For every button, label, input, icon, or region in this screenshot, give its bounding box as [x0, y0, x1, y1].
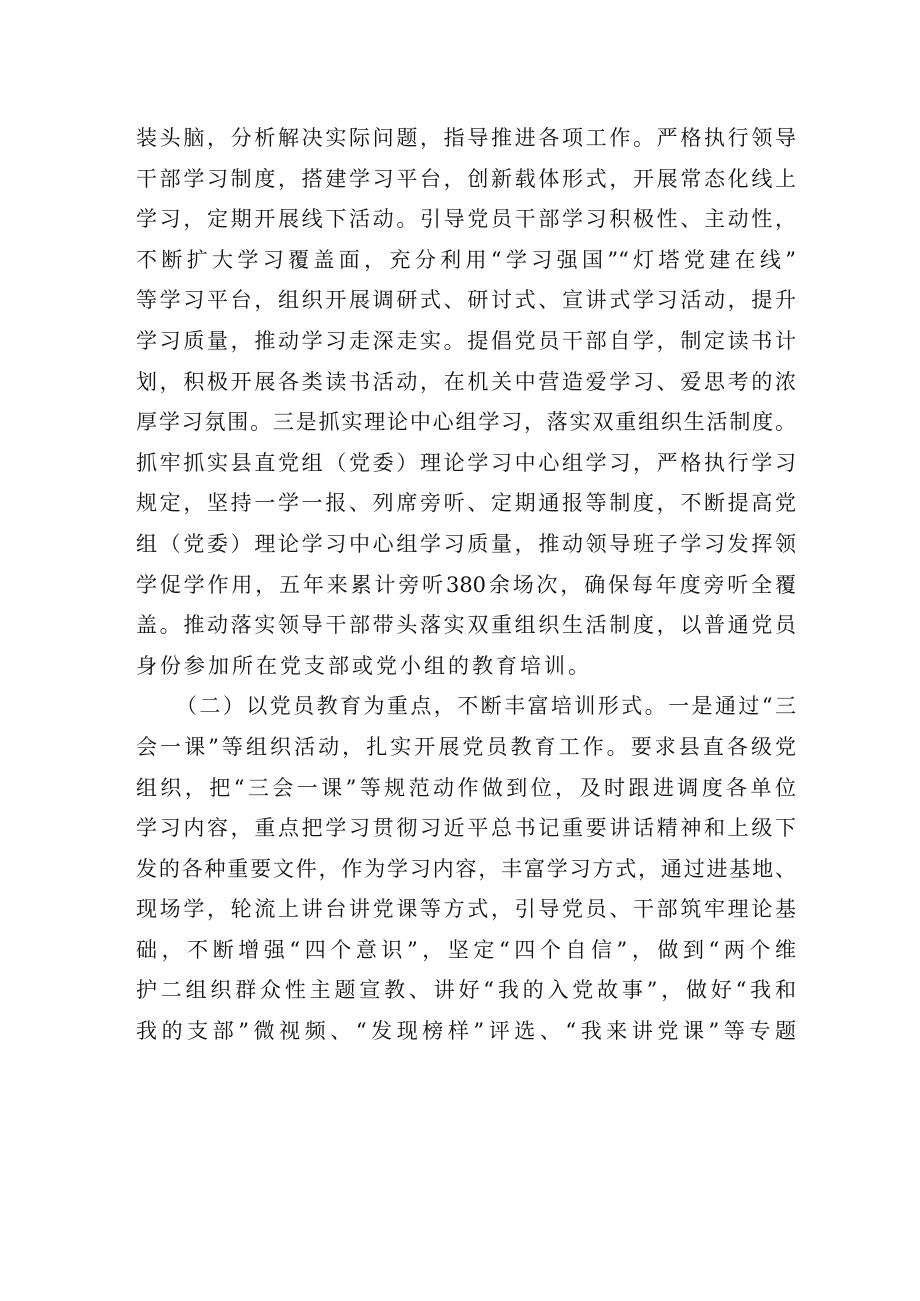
text-line: 学习，定期开展线下活动。引导党员干部学习积极性、主动性， — [136, 207, 796, 232]
text-line: 学习内容，重点把学习贯彻习近平总书记重要讲话精神和上级下 — [136, 816, 796, 841]
text-line: 等学习平台，组织开展调研式、研讨式、宣讲式学习活动，提升 — [136, 288, 796, 313]
text-line: 身份参加所在党支部或党小组的教育培训。 — [136, 653, 592, 678]
paragraph-1 — [136, 118, 796, 686]
text-line: 干部学习制度，搭建学习平台，创新载体形式，开展常态化线上 — [136, 166, 796, 191]
text-line: 现场学，轮流上讲台讲党课等方式，引导党员、干部筑牢理论基 — [136, 897, 796, 922]
text-line: 划，积极开展各类读书活动，在机关中营造爱学习、爱思考的浓 — [136, 369, 796, 394]
text-line: 装头脑，分析解决实际问题，指导推进各项工作。严格执行领导 — [136, 126, 796, 150]
text-line: 护二组织群众性主题宣教、讲好“我的入党故事”，做好“我和 — [136, 978, 796, 1003]
text-line: 会一课”等组织活动，扎实开展党员教育工作。要求县直各级党 — [136, 734, 796, 759]
text-line: 规定，坚持一学一报、列席旁听、定期通报等制度，不断提高党 — [136, 491, 796, 516]
text-line: 组（党委）理论学习中心组学习质量，推动领导班子学习发挥领 — [136, 531, 796, 556]
text-line: 抓牢抓实县直党组（党委）理论学习中心组学习，严格执行学习 — [136, 450, 796, 475]
text-line: 础，不断增强“四个意识”，坚定“四个自信”，做到“两个维 — [136, 937, 796, 962]
text-line: 我的支部”微视频、“发现榜样”评选、“我来讲党课”等专题 — [136, 1019, 796, 1044]
section-heading-line: （二）以党员教育为重点，不断丰富培训形式。一是通过“三 — [176, 694, 796, 719]
text-line: 不断扩大学习覆盖面，充分利用“学习强国”“灯塔党建在线” — [136, 247, 796, 272]
text-line: 厚学习氛围。三是抓实理论中心组学习，落实双重组织生活制度。 — [136, 410, 796, 435]
text-line: 学习质量，推动学习走深走实。提倡党员干部自学，制定读书计 — [136, 328, 796, 353]
body-text — [136, 118, 796, 1052]
text-line: 组织，把“三会一课”等规范动作做到位，及时跟进调度各单位 — [136, 775, 796, 800]
paragraph-2 — [136, 686, 796, 1051]
text-line: 盖。推动落实领导干部带头落实双重组织生活制度，以普通党员 — [136, 613, 796, 638]
text-line: 发的各种重要文件，作为学习内容，丰富学习方式，通过进基地、 — [136, 856, 796, 881]
text-line: 学促学作用，五年来累计旁听380余场次，确保每年度旁听全覆 — [136, 572, 796, 597]
